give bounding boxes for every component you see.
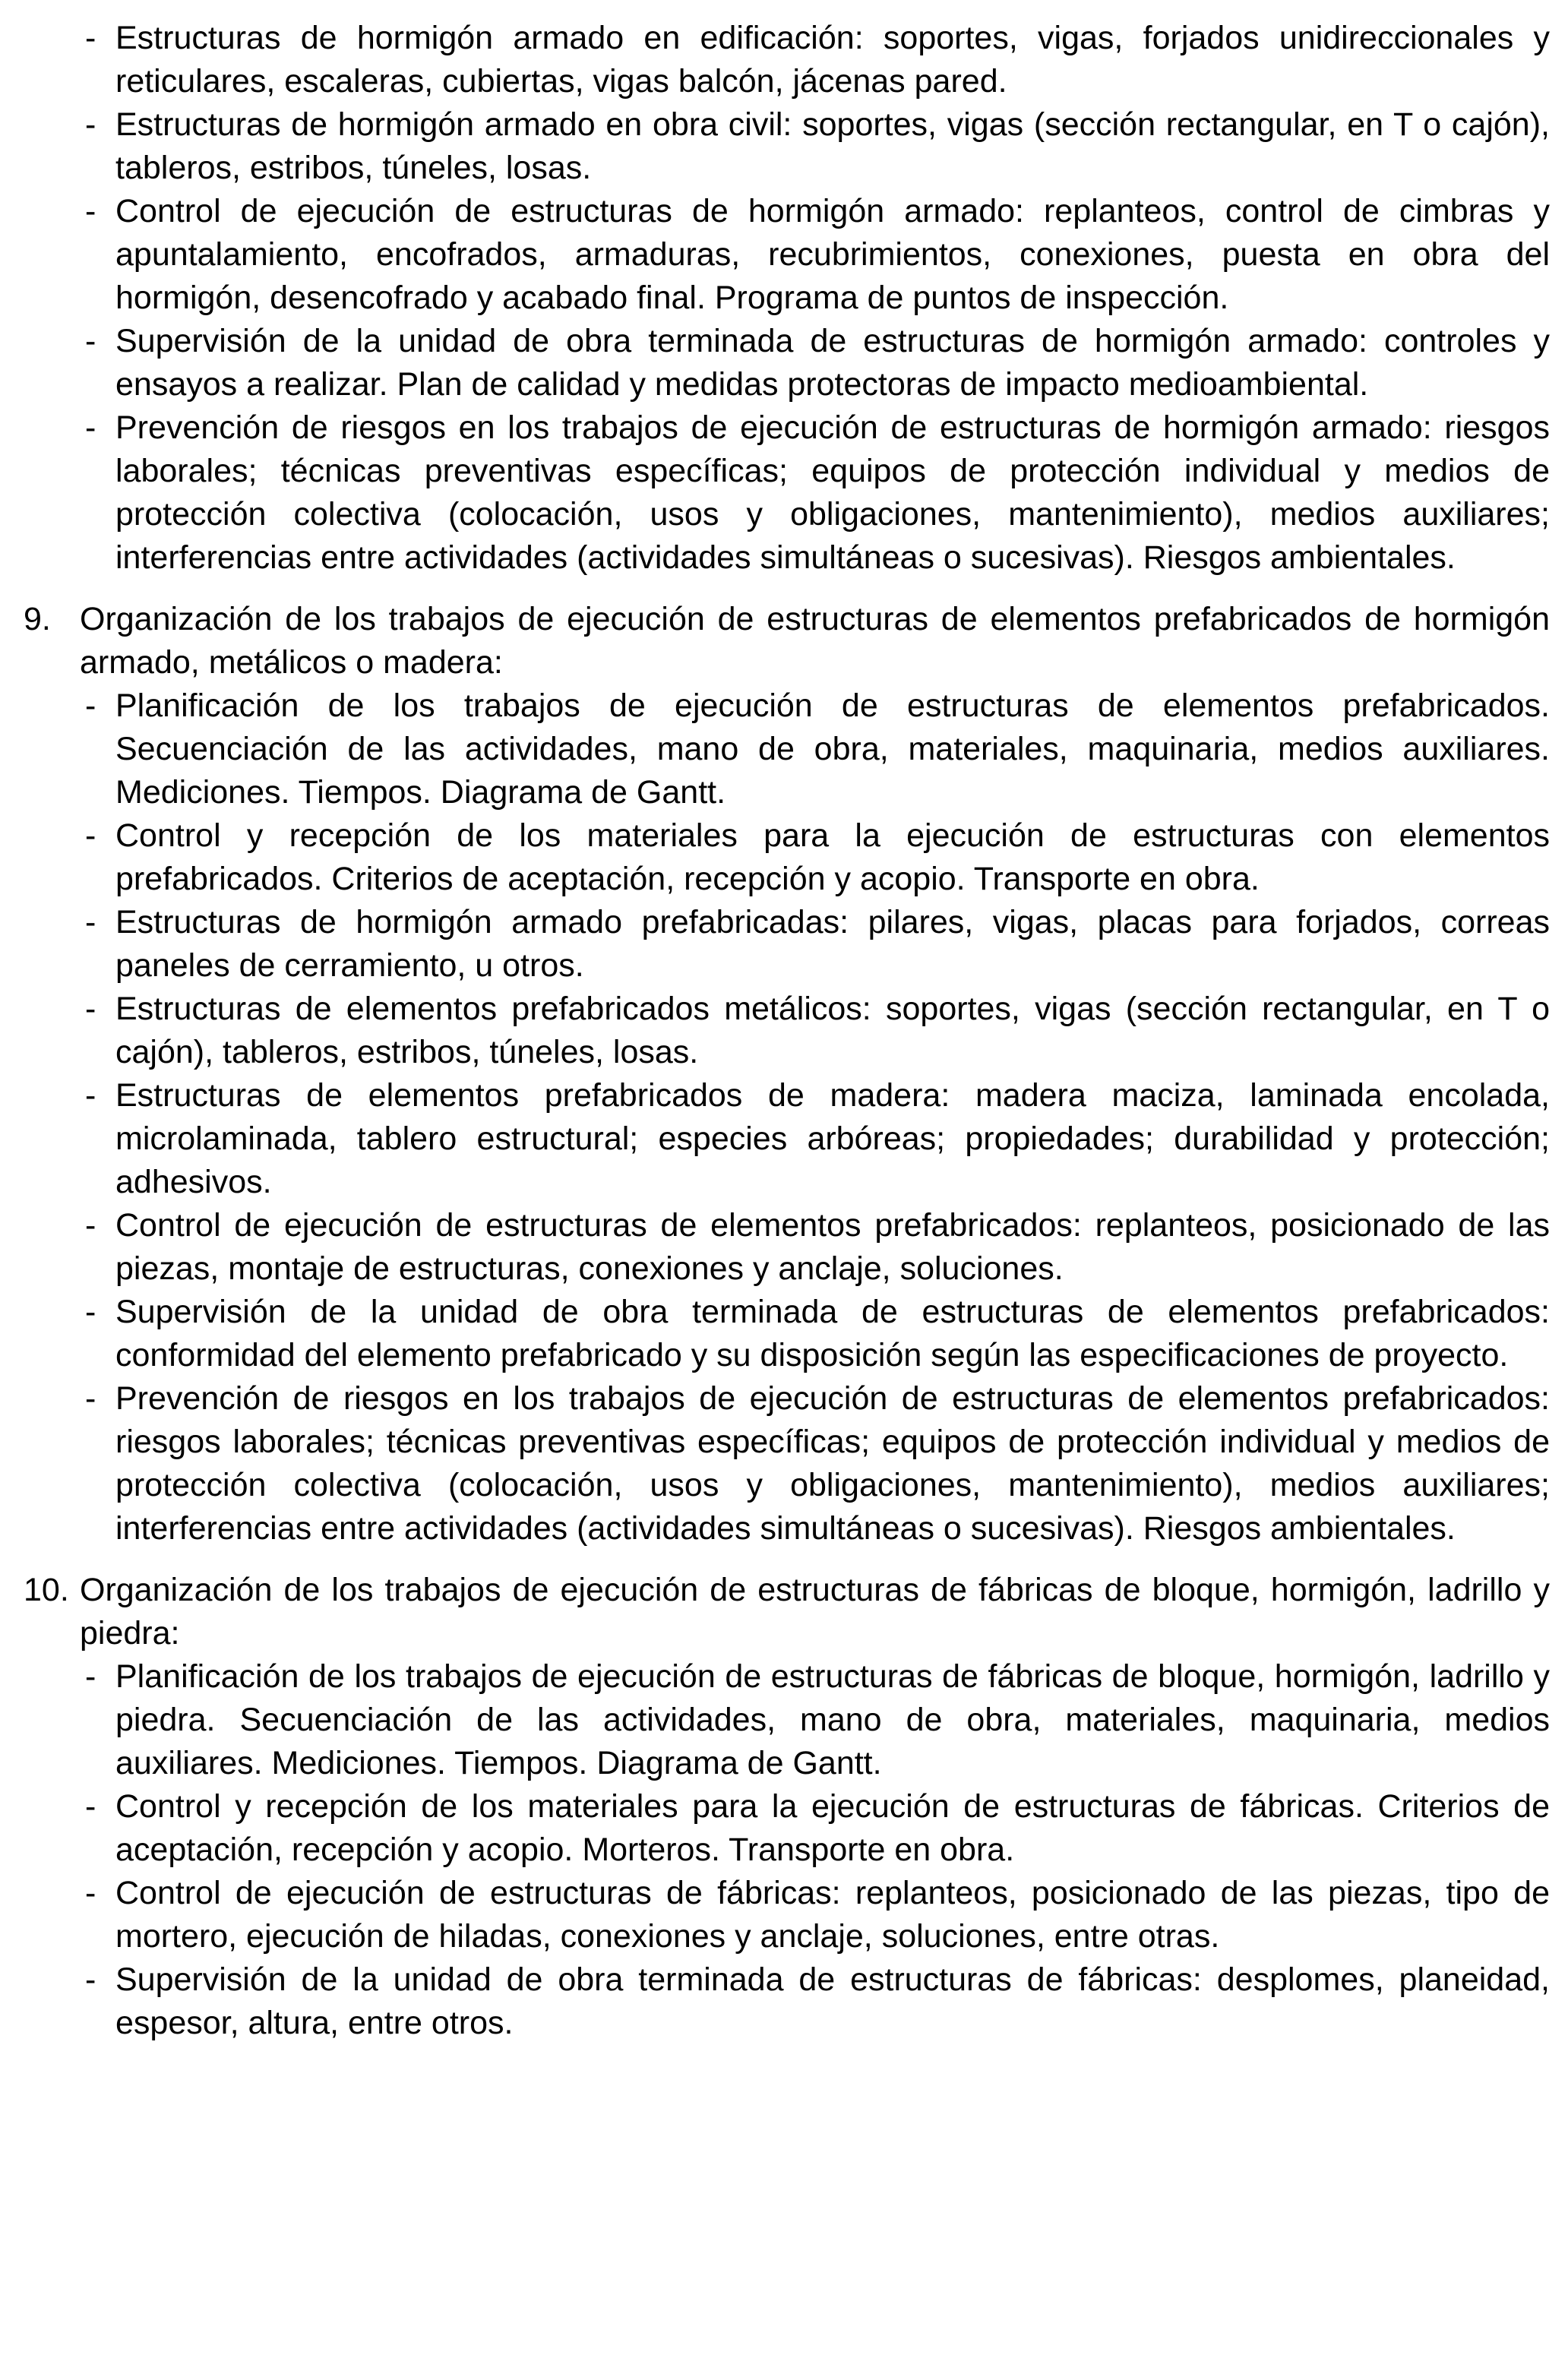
item-title: Organización de los trabajos de ejecución de estructuras de fábricas de bloque, hormigón, ladrillo y piedra:	[80, 1572, 1550, 1651]
bullet-text: Estructuras de elementos prefabricados de madera: madera maciza, laminada encolada, microlaminada, tablero estructural; especies arbóreas; propiedades; durabilidad y protección; adhesivos.	[115, 1077, 1550, 1200]
bullet-text: Estructuras de hormigón armado en obra civil: soportes, vigas (sección rectangular, en T o cajón), tableros, estribos, túneles, losas.	[115, 106, 1550, 186]
list-item	[0, 1872, 1568, 1958]
dash-bullet: -	[85, 687, 96, 724]
bullet-text: Estructuras de hormigón armado en edificación: soportes, vigas, forjados unidireccionales y reticulares, escaleras, cubiertas, vigas balcón, jácenas pared.	[115, 20, 1550, 100]
dash-bullet: -	[85, 991, 96, 1027]
dash-bullet: -	[85, 817, 96, 854]
bullet-text: Supervisión de la unidad de obra terminada de estructuras de elementos prefabricados: conformidad del elemento prefabricado y su disposición según las especificaciones de proyecto.	[115, 1294, 1550, 1373]
dash-bullet: -	[85, 1380, 96, 1417]
bullet-text: Control de ejecución de estructuras de elementos prefabricados: replanteos, posicionado de las piezas, montaje de estructuras, conexiones y anclaje, soluciones.	[115, 1207, 1550, 1287]
item-9-bullet-list	[0, 684, 1568, 1550]
list-item	[0, 1291, 1568, 1377]
list-item	[0, 1958, 1568, 2045]
bullet-text: Control de ejecución de estructuras de fábricas: replanteos, posicionado de las piezas, tipo de mortero, ejecución de hiladas, conexiones y anclaje, soluciones, entre otras.	[115, 1875, 1550, 1955]
list-item	[0, 17, 1568, 103]
bullet-text: Control y recepción de los materiales para la ejecución de estructuras de fábricas. Criterios de aceptación, recepción y acopio. Morteros. Transporte en obra.	[115, 1788, 1550, 1868]
bullet-text: Estructuras de hormigón armado prefabricadas: pilares, vigas, placas para forjados, correas paneles de cerramiento, u otros.	[115, 904, 1550, 984]
numbered-item-10	[0, 1569, 1568, 2045]
numbered-item-head	[0, 598, 1568, 684]
list-item	[0, 103, 1568, 190]
list-item	[0, 1204, 1568, 1291]
list-item	[0, 901, 1568, 988]
list-item	[0, 406, 1568, 580]
bullet-text: Supervisión de la unidad de obra terminada de estructuras de fábricas: desplomes, planeidad, espesor, altura, entre otros.	[115, 1961, 1550, 2041]
bullet-text: Prevención de riesgos en los trabajos de ejecución de estructuras de hormigón armado: riesgos laborales; técnicas preventivas específicas; equipos de protección individual y medios de protección colectiva (colocación, usos y obligaciones, mantenimiento), medios auxiliares; interferencias entre actividades (actividades simultáneas o sucesivas). Riesgos ambientales.	[115, 409, 1550, 576]
dash-bullet: -	[85, 409, 96, 446]
list-item	[0, 814, 1568, 901]
item-title: Organización de los trabajos de ejecución de estructuras de elementos prefabricados de hormigón armado, metálicos o madera:	[80, 601, 1550, 681]
list-item	[0, 1655, 1568, 1785]
dash-bullet: -	[85, 323, 96, 359]
list-item	[0, 320, 1568, 406]
numbered-item-head	[0, 1569, 1568, 1655]
dash-bullet: -	[85, 106, 96, 143]
dash-bullet: -	[85, 1077, 96, 1114]
item-number: 10.	[24, 1572, 69, 1608]
list-item	[0, 190, 1568, 320]
list-item	[0, 1785, 1568, 1872]
list-item	[0, 988, 1568, 1074]
item-10-bullet-list	[0, 1655, 1568, 2045]
item-number: 9.	[24, 601, 51, 637]
numbered-item-9	[0, 598, 1568, 1550]
dash-bullet: -	[85, 1961, 96, 1998]
dash-bullet: -	[85, 1294, 96, 1330]
list-item	[0, 1074, 1568, 1204]
dash-bullet: -	[85, 904, 96, 940]
bullet-text: Estructuras de elementos prefabricados metálicos: soportes, vigas (sección rectangular, en T o cajón), tableros, estribos, túneles, losas.	[115, 991, 1550, 1070]
dash-bullet: -	[85, 1658, 96, 1695]
intro-bullet-list	[0, 17, 1568, 580]
bullet-text: Planificación de los trabajos de ejecución de estructuras de fábricas de bloque, hormigón, ladrillo y piedra. Secuenciación de las actividades, mano de obra, materiales, maquinaria, medios auxiliares. Mediciones. Tiempos. Diagrama de Gantt.	[115, 1658, 1550, 1781]
dash-bullet: -	[85, 1788, 96, 1825]
bullet-text: Control de ejecución de estructuras de hormigón armado: replanteos, control de cimbras y apuntalamiento, encofrados, armaduras, recubrimientos, conexiones, puesta en obra del hormigón, desencofrado y acabado final. Programa de puntos de inspección.	[115, 193, 1550, 316]
list-item	[0, 684, 1568, 814]
bullet-text: Prevención de riesgos en los trabajos de ejecución de estructuras de elementos prefabricados: riesgos laborales; técnicas preventivas específicas; equipos de protección individual y medios de protección colectiva (colocación, usos y obligaciones, mantenimiento), medios auxiliares; interferencias entre actividades (actividades simultáneas o sucesivas). Riesgos ambientales.	[115, 1380, 1550, 1547]
bullet-text: Control y recepción de los materiales para la ejecución de estructuras con elementos prefabricados. Criterios de aceptación, recepción y acopio. Transporte en obra.	[115, 817, 1550, 897]
dash-bullet: -	[85, 193, 96, 229]
bullet-text: Planificación de los trabajos de ejecución de estructuras de elementos prefabricados. Secuenciación de las actividades, mano de obra, materiales, maquinaria, medios auxiliares. Mediciones. Tiempos. Diagrama de Gantt.	[115, 687, 1550, 811]
bullet-text: Supervisión de la unidad de obra terminada de estructuras de hormigón armado: controles y ensayos a realizar. Plan de calidad y medidas protectoras de impacto medioambiental.	[115, 323, 1550, 403]
list-item	[0, 1377, 1568, 1550]
dash-bullet: -	[85, 1207, 96, 1244]
dash-bullet: -	[85, 1875, 96, 1911]
dash-bullet: -	[85, 20, 96, 56]
